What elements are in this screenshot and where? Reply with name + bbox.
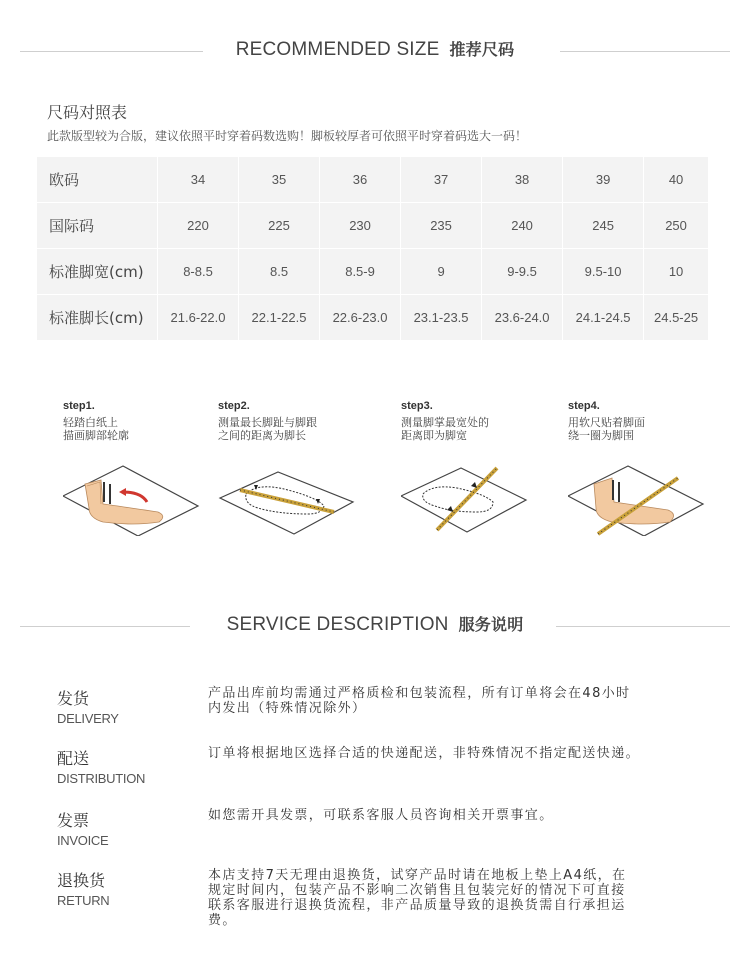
recommended-size-title-en: RECOMMENDED SIZE <box>235 39 440 60</box>
service-description-title-zh: 服务说明 <box>458 615 524 634</box>
table-cell: 24.5-25 <box>644 295 708 341</box>
table-cell: 36 <box>320 157 401 203</box>
service-item-subtitle: INVOICE <box>57 833 109 848</box>
service-item-return <box>57 868 697 928</box>
service-description-title <box>0 612 750 636</box>
service-item-subtitle: DELIVERY <box>57 711 119 726</box>
table-cell: 250 <box>644 203 708 249</box>
service-item-text <box>208 746 698 761</box>
table-cell: 225 <box>239 203 320 249</box>
step-description-line: 测量脚掌最宽处的 <box>401 416 489 429</box>
service-text-line: 本店支持7天无理由退换货，试穿产品时请在地板上垫上A4纸，在 <box>208 868 627 883</box>
step-description-line: 之间的距离为脚长 <box>218 429 306 442</box>
row-label: 国际码 <box>37 203 158 249</box>
size-chart-title: 尺码对照表 <box>47 103 128 122</box>
table-cell: 245 <box>563 203 644 249</box>
service-text-line: 联系客服进行退换货流程，非产品质量导致的退换货需自行承担运 <box>208 898 626 913</box>
step-label: step4. <box>568 400 600 412</box>
recommended-size-title-zh: 推荐尺码 <box>449 40 515 59</box>
step-2 <box>218 400 368 536</box>
table-row <box>37 295 708 341</box>
step-4 <box>568 400 718 536</box>
step-label: step3. <box>401 400 433 412</box>
table-cell: 40 <box>644 157 708 203</box>
step-description-line: 轻踏白纸上 <box>63 416 118 429</box>
table-cell: 23.6-24.0 <box>482 295 563 341</box>
step-description <box>63 416 213 442</box>
table-cell: 22.6-23.0 <box>320 295 401 341</box>
table-cell: 230 <box>320 203 401 249</box>
table-cell: 240 <box>482 203 563 249</box>
service-item-text <box>208 868 698 928</box>
service-item-title: 发票 <box>57 811 90 830</box>
step-description-line: 用软尺贴着脚面 <box>568 416 645 429</box>
step-label: step2. <box>218 400 250 412</box>
service-item-subtitle: RETURN <box>57 893 110 908</box>
table-cell: 220 <box>158 203 239 249</box>
table-cell: 9.5-10 <box>563 249 644 295</box>
table-cell: 23.1-23.5 <box>401 295 482 341</box>
step-description-line: 测量最长脚趾与脚跟 <box>218 416 317 429</box>
table-cell: 8-8.5 <box>158 249 239 295</box>
service-item-delivery <box>57 686 697 726</box>
size-chart-table <box>37 157 708 341</box>
table-cell: 8.5-9 <box>320 249 401 295</box>
table-cell: 9-9.5 <box>482 249 563 295</box>
service-text-line: 规定时间内，包装产品不影响二次销售且包装完好的情况下可直接 <box>208 883 626 898</box>
table-cell: 38 <box>482 157 563 203</box>
table-cell: 22.1-22.5 <box>239 295 320 341</box>
table-cell: 235 <box>401 203 482 249</box>
row-label: 标准脚宽(cm) <box>37 249 158 295</box>
service-text-line: 内发出（特殊情况除外） <box>208 701 367 716</box>
service-item-title: 配送 <box>57 749 90 768</box>
size-chart-note: 此款版型较为合版，建议依照平时穿着码数选购！脚板较厚者可依照平时穿着码选大一码！ <box>47 129 528 143</box>
service-description-header <box>0 612 750 642</box>
foot-girth-icon <box>568 456 708 536</box>
service-item-title: 发货 <box>57 689 90 708</box>
step-1 <box>63 400 213 536</box>
row-label: 标准脚长(cm) <box>37 295 158 341</box>
service-item-subtitle: DISTRIBUTION <box>57 771 146 786</box>
foot-width-icon <box>401 456 541 536</box>
table-cell: 8.5 <box>239 249 320 295</box>
service-item-distribution <box>57 746 697 786</box>
service-description-title-en: SERVICE DESCRIPTION <box>226 614 449 635</box>
step-label: step1. <box>63 400 95 412</box>
step-description-line: 绕一圈为脚围 <box>568 429 634 442</box>
step-description <box>401 416 551 442</box>
header-divider-right <box>560 51 730 52</box>
table-row <box>37 203 708 249</box>
service-item-title: 退换货 <box>57 871 106 890</box>
table-row <box>37 157 708 203</box>
foot-length-icon <box>218 456 358 536</box>
foot-trace-icon <box>63 456 203 536</box>
header-divider-right <box>556 626 730 627</box>
service-item-text <box>208 686 698 716</box>
table-cell: 9 <box>401 249 482 295</box>
service-text-line: 产品出库前均需通过严格质检和包装流程，所有订单将会在48小时 <box>208 686 631 701</box>
step-description-line: 描画脚部轮廓 <box>63 429 129 442</box>
step-description <box>218 416 368 442</box>
table-cell: 21.6-22.0 <box>158 295 239 341</box>
step-description-line: 距离即为脚宽 <box>401 429 467 442</box>
table-cell: 39 <box>563 157 644 203</box>
service-text-line: 如您需开具发票，可联系客服人员咨询相关开票事宜。 <box>208 808 554 823</box>
row-label: 欧码 <box>37 157 158 203</box>
table-cell: 24.1-24.5 <box>563 295 644 341</box>
service-item-text <box>208 808 698 823</box>
service-text-line: 费。 <box>208 913 237 928</box>
step-3 <box>401 400 551 536</box>
table-row <box>37 249 708 295</box>
recommended-size-title <box>0 37 750 61</box>
table-cell: 35 <box>239 157 320 203</box>
table-cell: 34 <box>158 157 239 203</box>
table-cell: 37 <box>401 157 482 203</box>
recommended-size-header <box>0 37 750 67</box>
table-cell: 10 <box>644 249 708 295</box>
service-item-invoice <box>57 808 697 848</box>
service-text-line: 订单将根据地区选择合适的快递配送，非特殊情况不指定配送快递。 <box>208 746 641 761</box>
step-description <box>568 416 718 442</box>
